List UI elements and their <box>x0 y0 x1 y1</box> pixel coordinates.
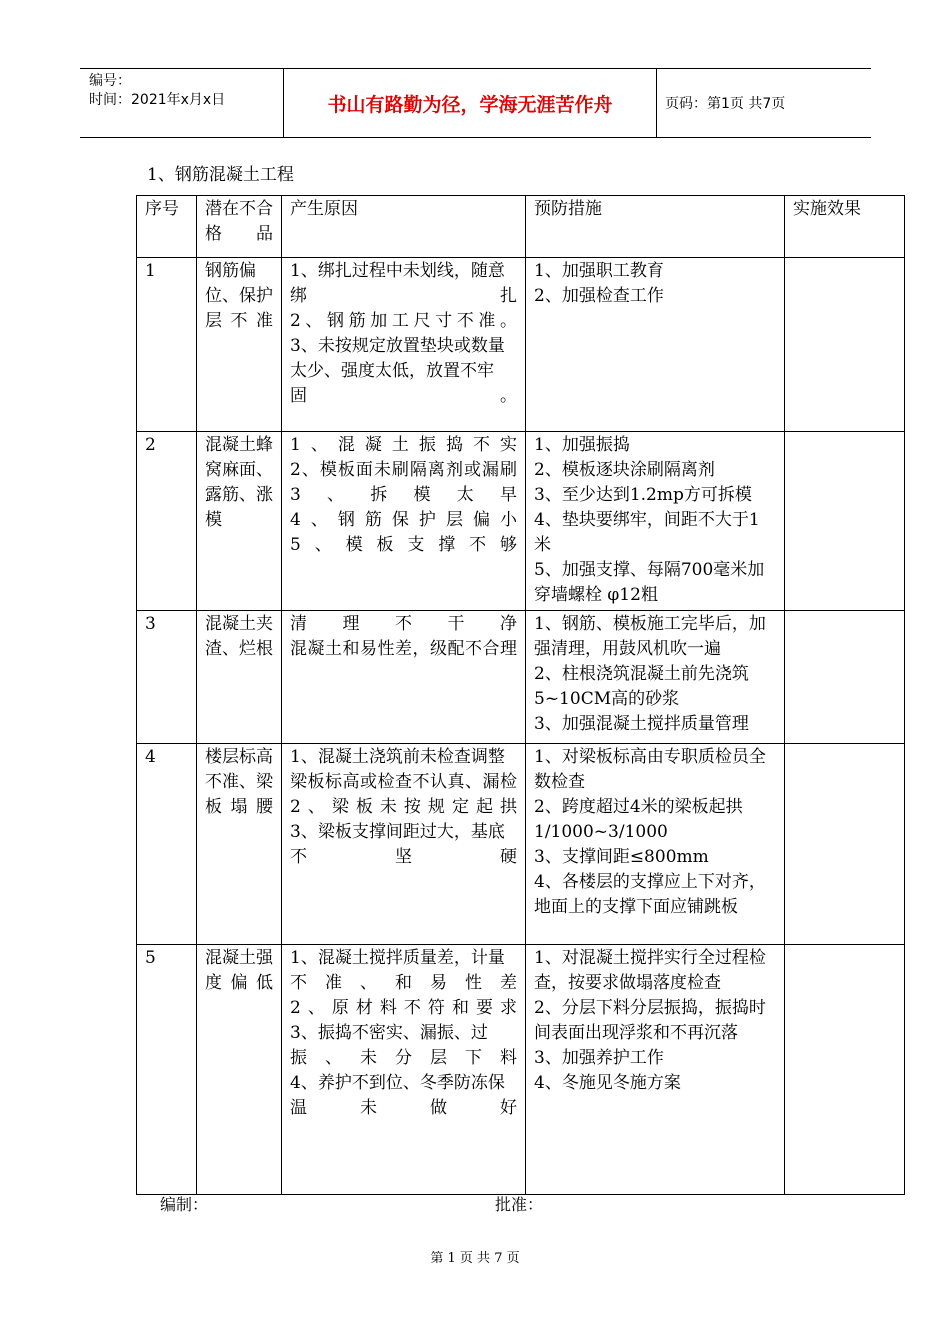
measure-line: 2、跨度超过4米的梁板起拱1/1000~3/1000 <box>534 797 743 842</box>
measure-line: 1、加强职工教育 <box>534 261 664 281</box>
row-number: 3 <box>137 611 197 744</box>
cause-line: 4、养护不到位、冬季防冻保温未做好 <box>290 1073 517 1118</box>
column-header-item: 潜在不合格品 <box>197 196 282 258</box>
measure-line: 3、加强混凝土搅拌质量管理 <box>534 714 749 734</box>
table-row <box>137 945 905 1195</box>
measure-line: 3、支撑间距≤800mm <box>534 847 709 867</box>
measures-cell <box>526 258 785 432</box>
cause-line: 混凝土和易性差，级配不合理 <box>290 639 517 659</box>
measure-line: 3、加强养护工作 <box>534 1048 664 1068</box>
column-header-causes: 产生原因 <box>282 196 526 258</box>
measure-line: 2、分层下料分层振捣，振捣时间表面出现浮浆和不再沉落 <box>534 998 766 1043</box>
measure-line: 1、加强振捣 <box>534 435 630 455</box>
quality-prevention-table <box>136 195 905 1195</box>
row-number: 4 <box>137 744 197 945</box>
cause-line: 3、梁板支撑间距过大，基底不坚硬 <box>290 822 517 867</box>
causes-cell <box>282 258 526 432</box>
page-number: 第 1 页 共 7 页 <box>430 1251 520 1266</box>
row-number: 1 <box>137 258 197 432</box>
cause-line: 2、原材料不符和要求 <box>290 998 517 1018</box>
table-row <box>137 258 905 432</box>
cause-line: 2、模板面未刷隔离剂或漏刷 <box>290 460 517 480</box>
measure-line: 4、冬施见冬施方案 <box>534 1073 681 1093</box>
row-number: 5 <box>137 945 197 1195</box>
measure-line: 4、垫块要绑牢，间距不大于1米 <box>534 510 760 555</box>
cause-line: 3、振捣不密实、漏振、过振、未分层下料 <box>290 1023 517 1068</box>
measure-line: 2、柱根浇筑混凝土前先浇筑5~10CM高的砂浆 <box>534 664 749 709</box>
effect-cell <box>785 945 905 1195</box>
cause-line: 清理不干净 <box>290 614 517 634</box>
measures-cell <box>526 945 785 1195</box>
row-number: 2 <box>137 432 197 611</box>
table-row <box>137 744 905 945</box>
table-row <box>137 432 905 611</box>
cause-line: 1、混凝土浇筑前未检查调整梁板标高或检查不认真、漏检 <box>290 747 517 792</box>
column-header-no: 序号 <box>137 196 197 258</box>
measures-cell <box>526 611 785 744</box>
document-header <box>80 68 871 138</box>
measure-line: 4、各楼层的支撑应上下对齐，地面上的支撑下面应铺跳板 <box>534 872 766 917</box>
nonconforming-item: 混凝土夹渣、烂根 <box>197 611 282 744</box>
causes-cell <box>282 432 526 611</box>
nonconforming-item: 混凝土强度偏低 <box>197 945 282 1195</box>
column-header-effect: 实施效果 <box>785 196 905 258</box>
cause-line: 2、梁板未按规定起拱 <box>290 797 517 817</box>
prepared-by-label: 编制： <box>160 1195 209 1214</box>
header-motto: 书山有路勤为径，学海无涯苦作舟 <box>283 69 657 137</box>
approved-by-label: 批准： <box>495 1195 544 1214</box>
measure-line: 1、对梁板标高由专职质检员全数检查 <box>534 747 766 792</box>
measure-line: 2、模板逐块涂刷隔离剂 <box>534 460 715 480</box>
cause-line: 3、拆模太早 <box>290 485 517 505</box>
document-number-label: 编号： <box>89 73 131 89</box>
cause-line: 1、混凝土搅拌质量差，计量不准、和易性差 <box>290 948 517 993</box>
measure-line: 5、加强支撑、每隔700毫米加穿墙螺栓 φ12粗 <box>534 560 765 605</box>
section-title: 1、钢筋混凝土工程 <box>147 165 294 185</box>
table-row <box>137 611 905 744</box>
cause-line: 4、钢筋保护层偏小 <box>290 510 517 530</box>
measure-line: 1、对混凝土搅拌实行全过程检查，按要求做塌落度检查 <box>534 948 766 993</box>
causes-cell <box>282 611 526 744</box>
cause-line: 3、未按规定放置垫块或数量太少、强度太低，放置不牢固。 <box>290 336 517 406</box>
measures-cell <box>526 432 785 611</box>
nonconforming-item: 混凝土蜂窝麻面、露筋、涨模 <box>197 432 282 611</box>
measure-line: 3、至少达到1.2mp方可拆模 <box>534 485 752 505</box>
document-time-label: 时间：2021年x月x日 <box>89 92 226 108</box>
effect-cell <box>785 744 905 945</box>
measures-cell <box>526 744 785 945</box>
header-meta <box>80 69 283 137</box>
nonconforming-item: 钢筋偏位、保护层不准 <box>197 258 282 432</box>
cause-line: 1、绑扎过程中未划线，随意绑扎 <box>290 261 517 306</box>
effect-cell <box>785 611 905 744</box>
measure-line: 1、钢筋、模板施工完毕后，加强清理，用鼓风机吹一遍 <box>534 614 766 659</box>
table-header-row <box>137 196 905 258</box>
effect-cell <box>785 258 905 432</box>
cause-line: 2、钢筋加工尺寸不准。 <box>290 311 517 331</box>
nonconforming-item: 楼层标高不准、梁板塌腰 <box>197 744 282 945</box>
cause-line: 5、模板支撑不够 <box>290 535 517 555</box>
causes-cell <box>282 945 526 1195</box>
header-page-label: 页码：第1页 共7页 <box>665 96 786 112</box>
column-header-measures: 预防措施 <box>526 196 785 258</box>
measure-line: 2、加强检查工作 <box>534 286 664 306</box>
cause-line: 1、混凝土振捣不实 <box>290 435 517 455</box>
effect-cell <box>785 432 905 611</box>
causes-cell <box>282 744 526 945</box>
